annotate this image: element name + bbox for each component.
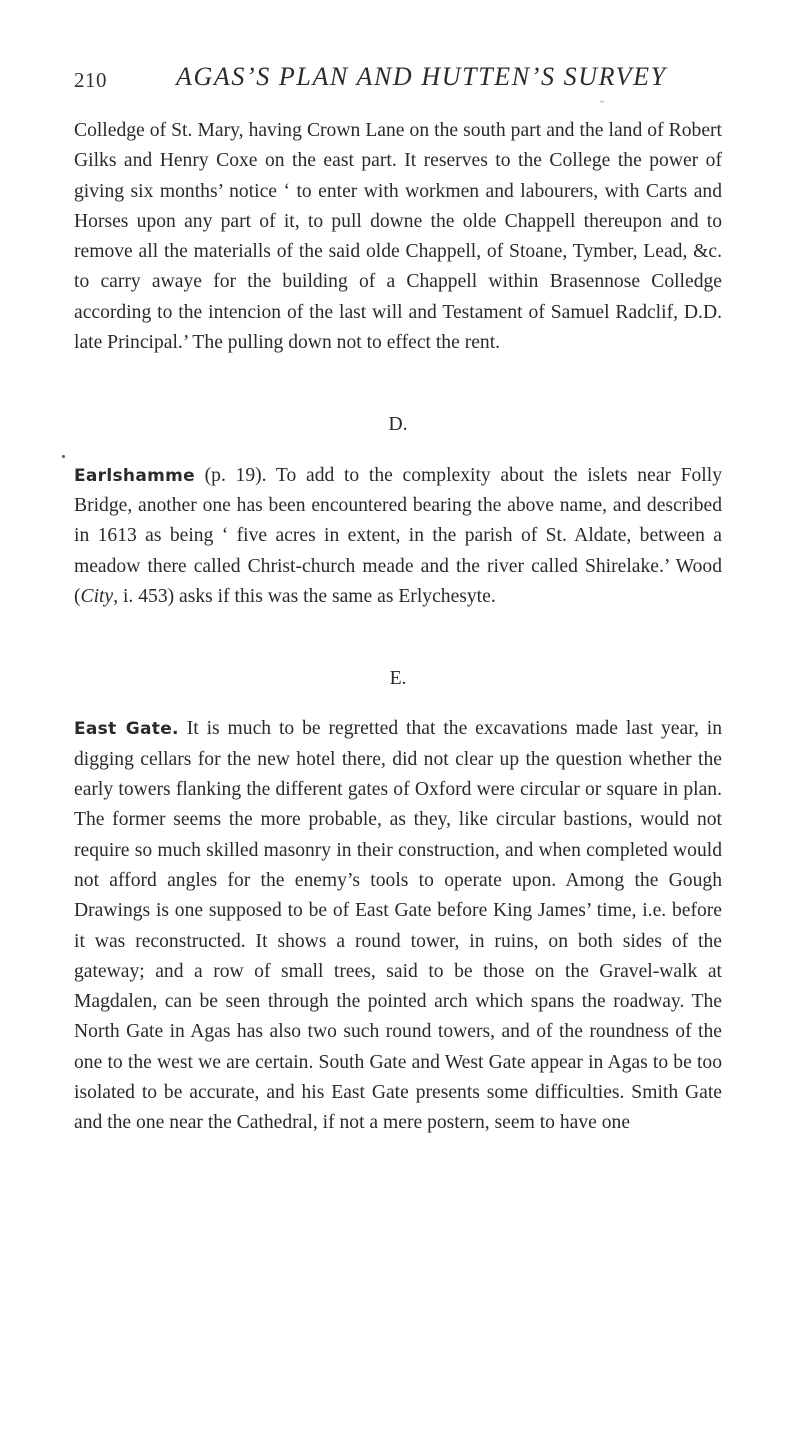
paragraph-earlshamme-text-1: (p. 19). To add to the complexity about the islets near Folly Bridge, another one has been encountered bearing the above name, and described in 1613 as being ‘ five acres in extent, in the parish of St. Aldate, between a meadow there called Christ-church meade and the river called Shirelake.’ Wood (: [74, 464, 722, 607]
entry-heading-east-gate: East Gate.: [74, 719, 179, 740]
page-number: 210: [74, 68, 107, 92]
margin-dot: [62, 455, 65, 458]
paragraph-earlshamme-text-2: , i. 453) asks if this was the same as Erlychesyte.: [113, 585, 496, 607]
section-heading-e: E.: [389, 668, 407, 690]
running-title: AGAS’S PLAN AND HUTTEN’S SURVEY: [176, 62, 667, 91]
paragraph-earlshamme: [74, 461, 722, 612]
section-heading-d: D.: [388, 414, 408, 436]
paragraph-east-gate: [74, 714, 722, 1138]
paragraph-east-gate-text: It is much to be regretted that the excavations made last year, in digging cellars for the new hotel there, did not clear up the question whether the early towers flanking the different gates of Oxford were circular or square in plan. The former seems the more probable, as they, like circular bastions, would not require so much skilled masonry in their construction, and when completed would not afford angles for the enemy’s tools to operate upon. Among the Gough Drawings is one supposed to be of East Gate before King James’ time, i.e. before it was reconstructed. It shows a round tower, in ruins, on both sides of the gateway; and a row of small trees, said to be those on the Gravel-walk at Magdalen, can be seen through the pointed arch which spans the roadway. The North Gate in Agas has also two such round towers, and of the roundness of the one to the west we are certain. South Gate and West Gate appear in Agas to be too isolated to be accurate, and his East Gate presents some difficulties. Smith Gate and the one near the Cathedral, if not a mere postern, seem to have one: [74, 718, 722, 1134]
running-head: [74, 62, 720, 98]
paragraph-colledge: Colledge of St. Mary, having Crown Lane on the south part and the land of Robert Gilks and Henry Coxe on the east part. It reserves to the College the power of giving six months’ notice ‘ to enter with workmen and labourers, with Carts and Horses upon any part of it, to pull downe the olde Chappell thereupon and to remove all the materialls of the said olde Chappell, of Stoane, Tymber, Lead, &c. to carry awaye for the building of a Chappell within Brasennose Colledge according to the intencion of the last will and Testament of Samuel Radclif, D.D. late Principal.’ The pulling down not to effect the rent.: [74, 120, 722, 354]
margin-mark: ˇ: [600, 98, 604, 112]
citation-city: City: [80, 585, 114, 607]
entry-heading-earlshamme: Earlshamme: [74, 465, 195, 486]
body-text: [74, 116, 722, 1139]
